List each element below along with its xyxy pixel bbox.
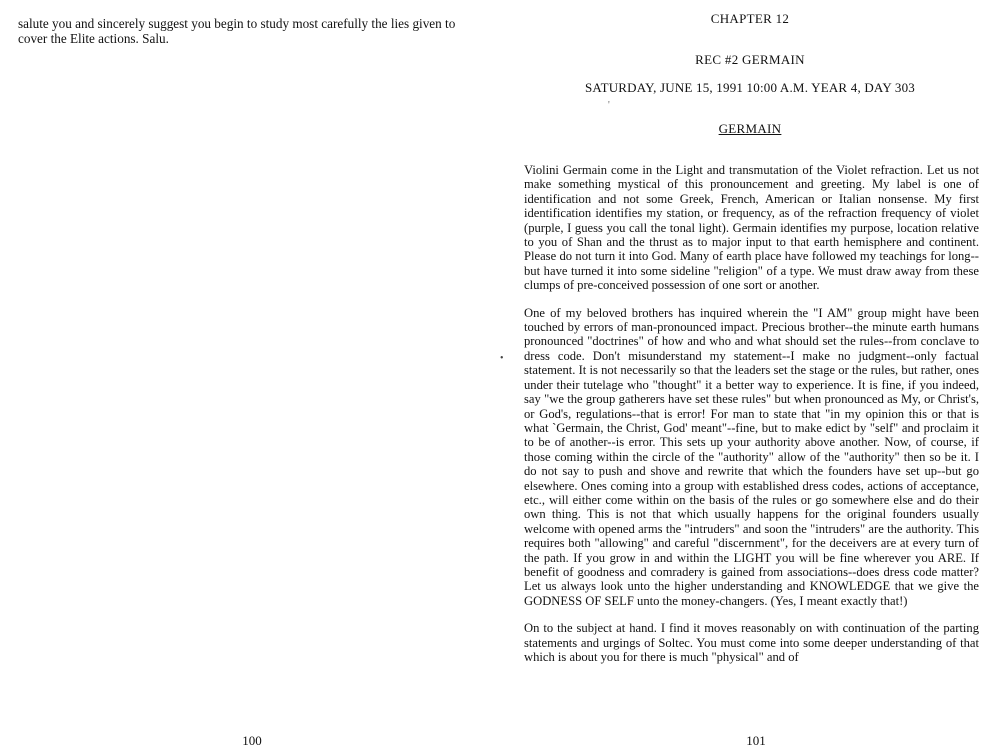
chapter-title: CHAPTER 12 xyxy=(710,11,790,26)
paragraph-2: One of my beloved brothers has inquired wherein the "I AM" group might have been touched by errors of man-pronounced impact. Precious brother--the minute earth humans pronounced "doctrines" of how and who and what should set the rules--from conclave to dress code. Don't misunderstand my statement--I make no judgment--only factual statement. It is not necessarily so that the leaders set the stage or the rules, but rather, ones under their tutelage who "thought" it a better way to experience. It is fine, if you indeed, say "we the group gatherers have set these rules" but when pronounced as My, or Christ's, or God's, regulations--that is error! For man to state that "in my opinion this or that is what `Germain, the Christ, God' meant"--fine, but to make edict by "self" and proclaim it to be of another--is error. This sets up your authority above another. Now, of course, if those coming within the circle of the "authority" allow of the "authority" then so be it. I do not say to push and shove and rewrite that which the founders have set up--but go elsewhere. Ones coming into a group with established dress codes, actions of acceptance, etc., will either come within on the basis of the rules or go somewhere else and do their own thing. This is not that which usually happens for the original founders usually welcome with opened arms the "intruders" and soon the "intruders" are the authority. This requires both "allowing" and careful "discernment", for the deceivers are at every turn of the path. If you grow in and within the LIGHT you will be fine wherever you ARE. If benefit of goodness and comradery is gained from associations--does dress code matter? Let us always look unto the higher understanding and KNOWLEDGE that we give the GODNESS OF SELF unto the money-changers. (Yes, I meant exactly that!) xyxy=(524,305,979,608)
paragraph-3: On to the subject at hand. I find it moves reasonably on with continuation of the parting statements and urgings of Soltec. You must come into some deeper understanding of that which is about you for there is much "physical" and of xyxy=(524,621,979,664)
speaker-heading: GERMAIN xyxy=(718,121,782,136)
recording-label: REC #2 GERMAIN xyxy=(695,52,805,67)
left-page-text: salute you and sincerely suggest you begin to study most carefully the lies given to cover the Elite actions. Salu. xyxy=(18,16,456,46)
right-page xyxy=(500,0,999,755)
left-page-number: 100 xyxy=(242,733,262,748)
date-line: SATURDAY, JUNE 15, 1991 10:00 A.M. YEAR 4, DAY 303 xyxy=(585,80,915,95)
paragraph-1: Violini Germain come in the Light and transmutation of the Violet refraction. Let us not make something mystical of this pronouncement and greeting. My label is one of identification and not some Greek, French, American or Italian nonsense. My first identification identifies my station, or frequency, as of the refraction frequency of violet (purple, I guess you call the tonal light). Germain identifies my purpose, location relative to you of Shan and the thrust as to major input to that earth hemisphere and continent. Please do not turn it into God. Many of earth place have followed my teachings for long--but have turned it into some sideline "religion" of a type. We must draw away from these clumps of pre-conceived possession of one sort or another. xyxy=(524,163,979,293)
stray-mark: ' xyxy=(608,100,610,111)
body-text xyxy=(524,163,979,677)
margin-mark: • xyxy=(500,353,504,364)
right-page-number: 101 xyxy=(746,733,766,748)
